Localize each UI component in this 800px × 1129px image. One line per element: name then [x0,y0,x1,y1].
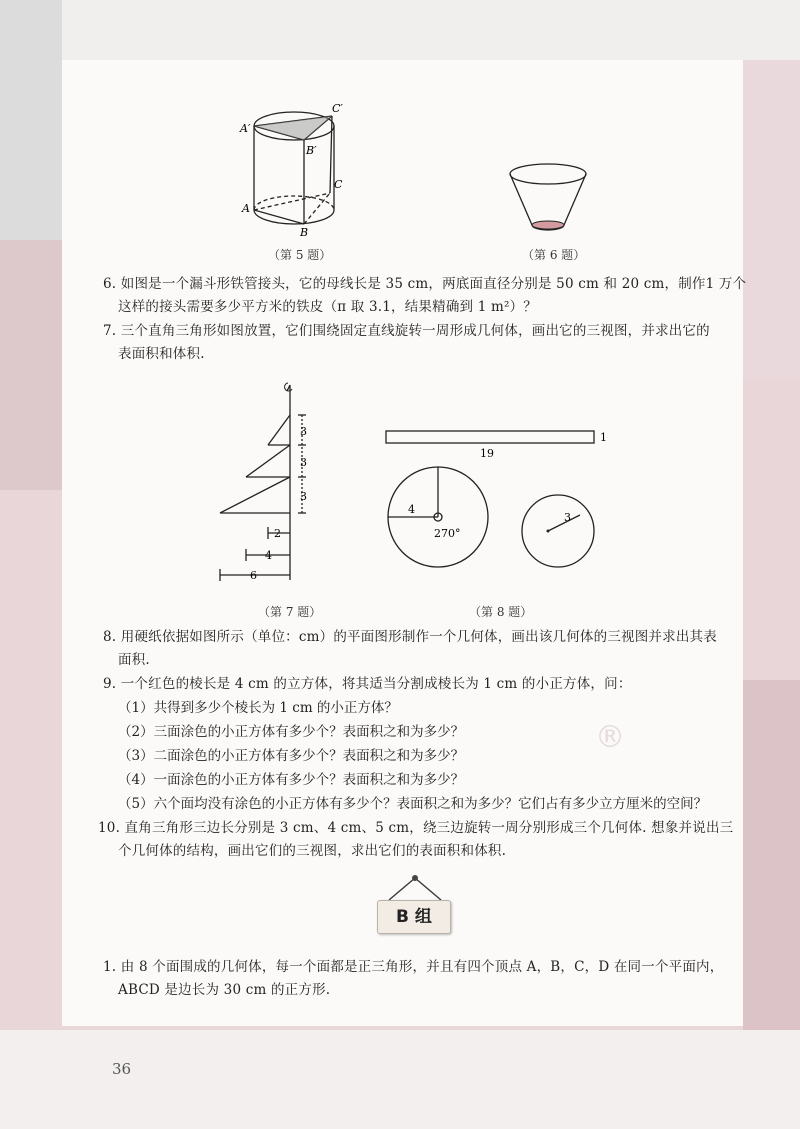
problem-8-line-2: 面积. [118,652,150,668]
fig7-dim-4: 4 [265,549,272,562]
problem-9-sub-2: （2）三面涂色的小正方体有多少个？表面积之和为多少？ [118,724,465,740]
label-b: B [300,226,309,238]
background-left-pink [0,240,62,490]
section-b-problem-1-line-1: 1. 由 8 个面围成的几何体，每一个面都是正三角形，并且有四个顶点 A，B，C，D 在同一个平面内， [103,959,724,975]
label-c-prime: C′ [332,102,343,115]
problem-7-line-1: 7. 三个直角三角形如图放置，它们围绕固定直线旋转一周形成几何体，画出它的三视图，并求出它的 [103,323,710,339]
background-left-grey [0,0,62,240]
fig7-dim-6: 6 [250,569,257,582]
section-b-sign: B 组 [377,900,451,934]
fig7-dim-2: 2 [274,527,281,540]
page-number: 36 [112,1060,132,1078]
figure-5-caption: （第 5 题） [268,248,332,262]
label-a: A [242,202,250,215]
background-bottom [0,1030,800,1129]
problem-9-line-1: 9. 一个红色的棱长是 4 cm 的立方体，将其适当分割成棱长为 1 cm 的小正方体，问： [103,676,632,692]
problem-9-sub-1: （1）共得到多少个棱长为 1 cm 的小正方体？ [118,700,398,716]
problem-10-line-1: 10. 直角三角形三边长分别是 3 cm、4 cm、5 cm，绕三边旋转一周分别形成三个几何体. 想象并说出三 [98,820,734,836]
watermark-registered: ® [595,720,625,755]
label-c: C [334,178,343,191]
fig8-radius-small: 3 [564,511,571,524]
fig7-seg-2: 3 [300,456,307,469]
label-a-prime: A′ [240,122,251,135]
problem-8-line-1: 8. 用硬纸依据如图所示（单位：cm）的平面图形制作一个几何体，画出该几何体的三视图并求出其表 [103,629,717,645]
fig8-radius-big: 4 [408,503,415,516]
problem-6-line-2: 这样的接头需要多少平方米的铁皮（π 取 3.1，结果精确到 1 m²）？ [118,299,538,315]
fig8-width: 1 [600,431,607,444]
background-right-pink [743,60,800,380]
problem-9-sub-4: （4）一面涂色的小正方体有多少个？表面积之和为多少？ [118,772,465,788]
figure-7-triangles [210,375,330,585]
label-b-prime: B′ [306,144,317,157]
problem-9-sub-5: （5）六个面均没有涂色的小正方体有多少个？表面积之和为多少？它们占有多少立方厘米的空间？ [118,796,708,812]
figure-5-cylinder [228,98,358,238]
figure-8-caption: （第 8 题） [469,605,533,619]
problem-9-sub-3: （3）二面涂色的小正方体有多少个？表面积之和为多少？ [118,748,465,764]
figure-8-net [380,425,620,590]
problem-10-line-2: 个几何体的结构，画出它们的三视图，求出它们的表面积和体积. [118,843,507,859]
problem-6-line-1: 6. 如图是一个漏斗形铁管接头，它的母线长是 35 cm，两底面直径分别是 50 cm 和 20 cm，制作1 万个 [103,276,747,292]
figure-7-caption: （第 7 题） [258,605,322,619]
fig8-length: 19 [480,447,494,460]
figure-6-funnel [500,160,600,240]
fig7-seg-1: 3 [300,425,307,438]
fig8-angle: 270° [434,527,461,540]
section-b-problem-1-line-2: ABCD 是边长为 30 cm 的正方形. [118,982,331,998]
figure-6-caption: （第 6 题） [522,248,586,262]
background-top [0,0,800,60]
background-right-low [743,680,800,1030]
problem-7-line-2: 表面积和体积. [118,346,205,362]
sign-hanger [385,872,445,902]
fig7-seg-3: 3 [300,490,307,503]
